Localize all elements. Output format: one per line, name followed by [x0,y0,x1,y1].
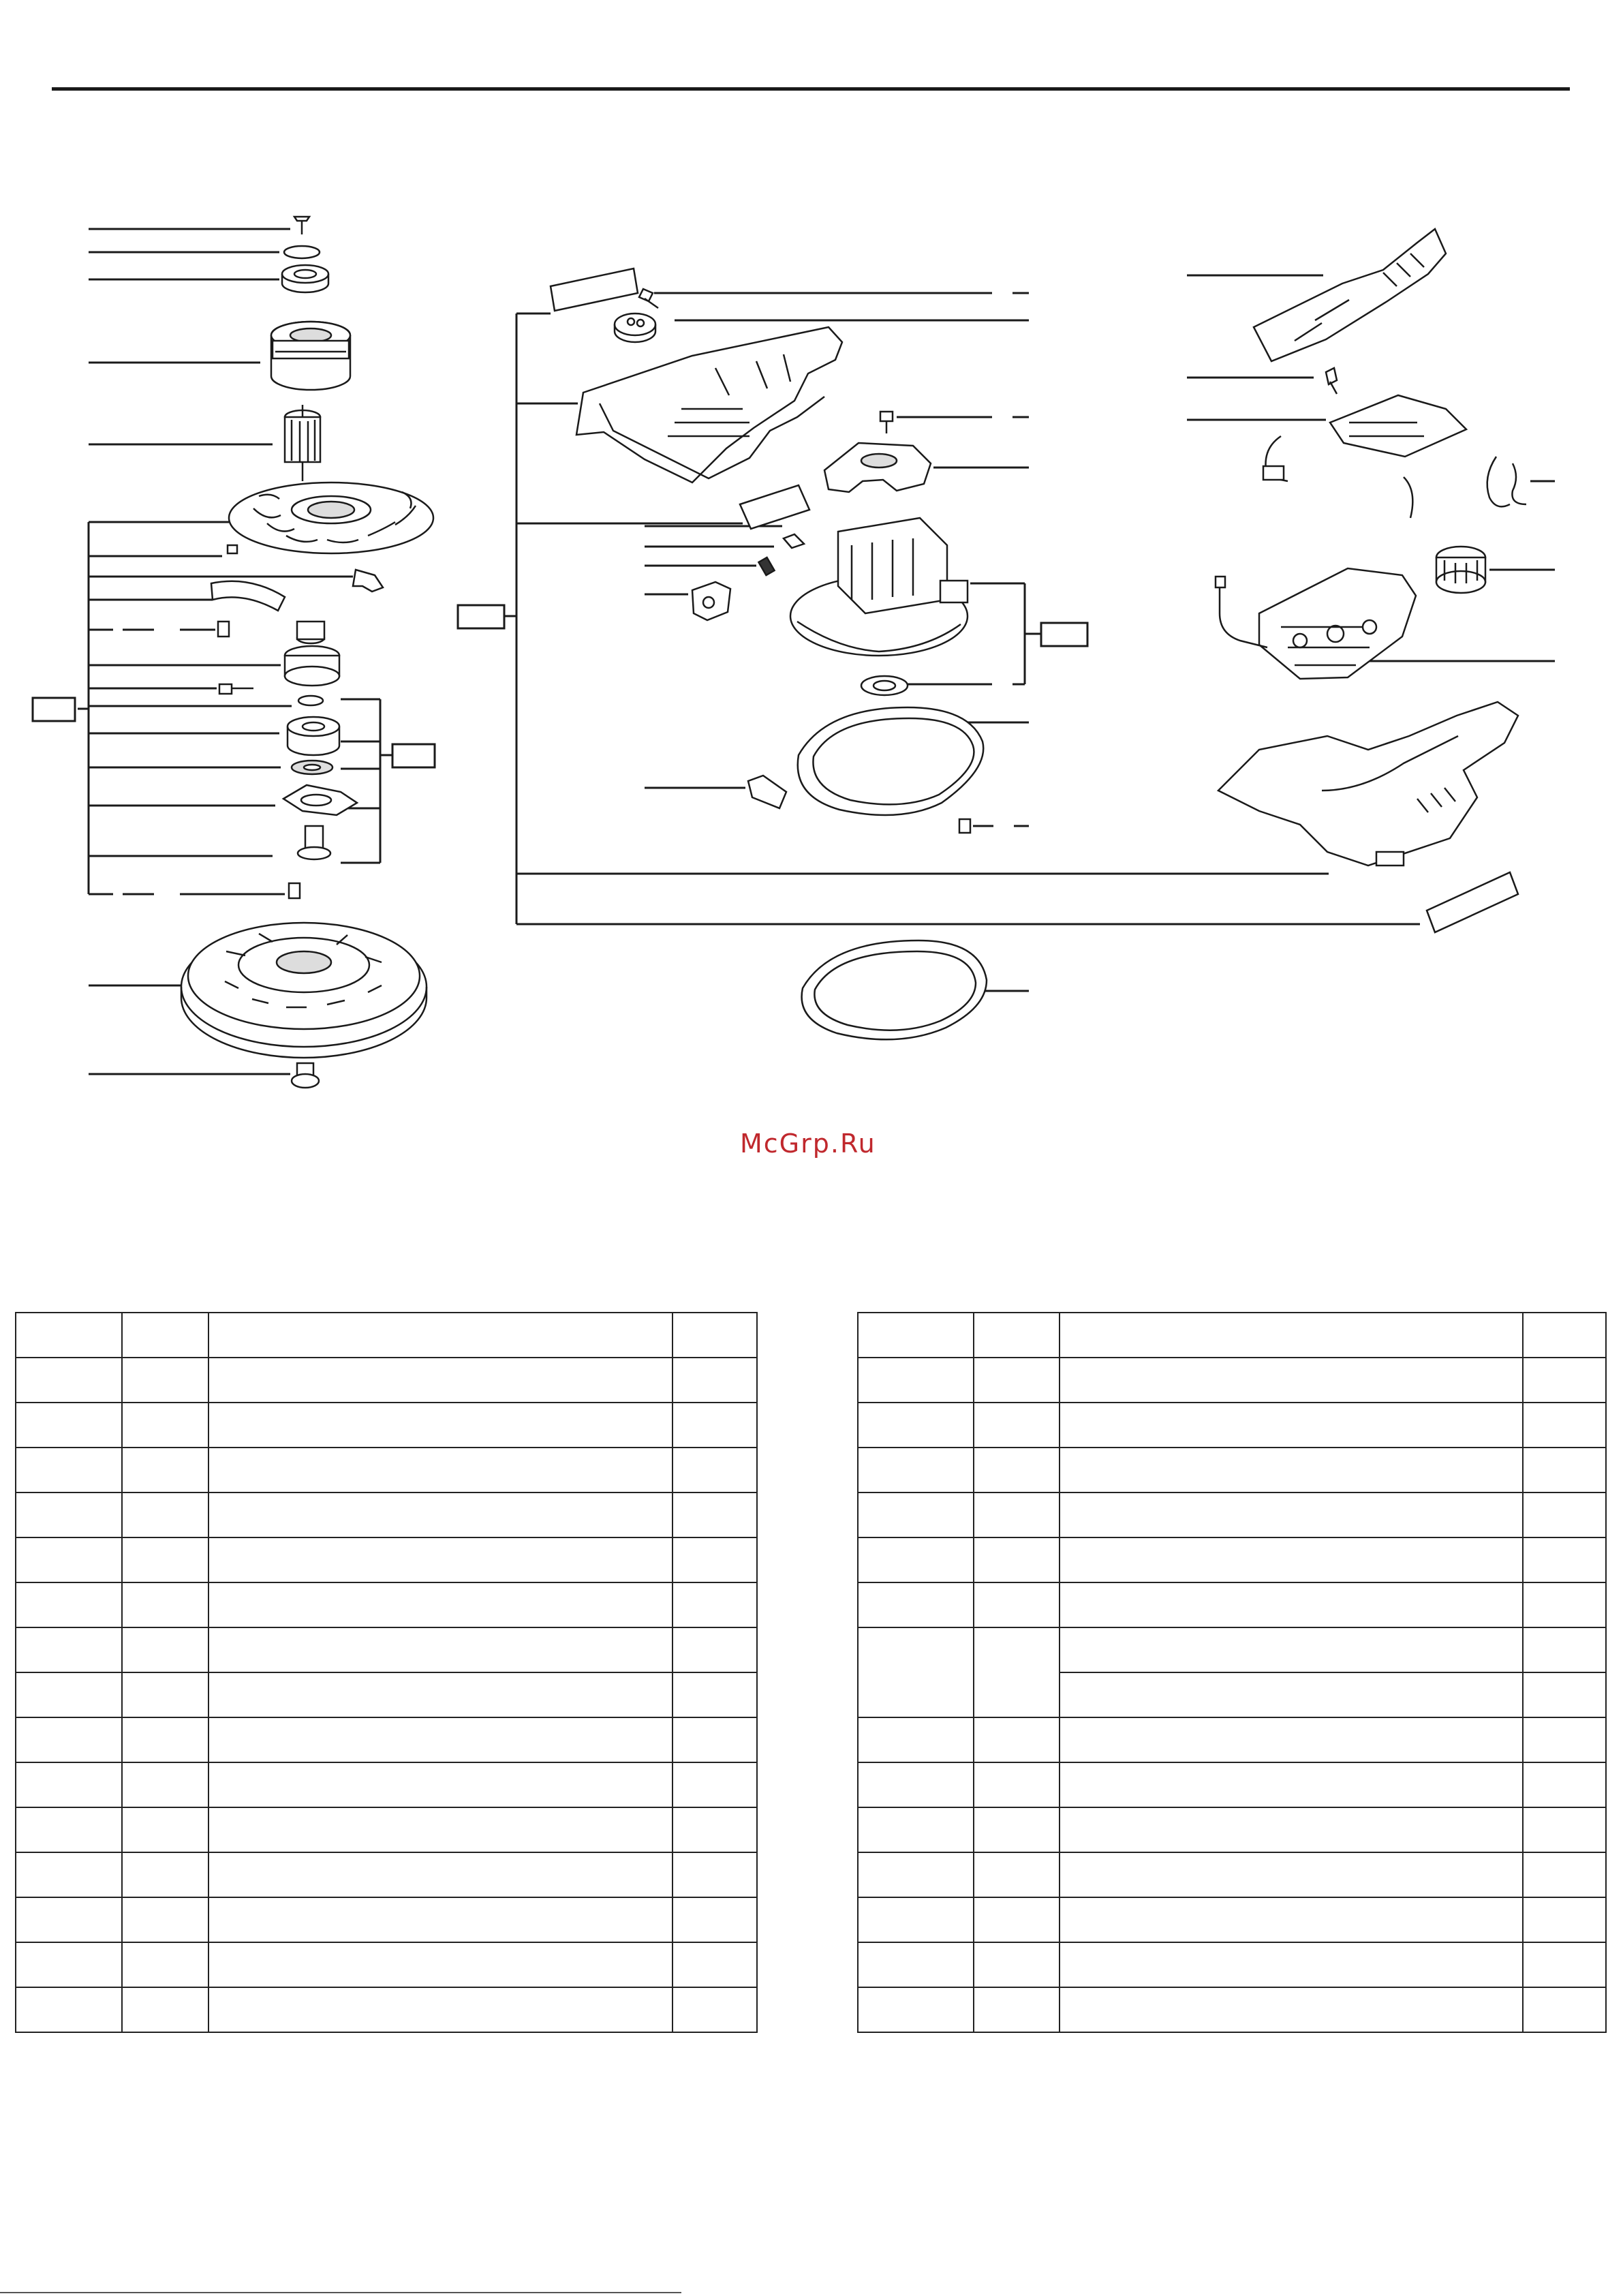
table-row [858,1627,1606,1672]
table-row [16,1313,757,1358]
table-row [16,1762,757,1807]
table-row [858,1717,1606,1762]
table-row [858,1807,1606,1852]
table-row [858,1313,1606,1358]
group-box-middle-sub [1041,623,1087,646]
table-row [858,1897,1606,1942]
table-row [858,1852,1606,1897]
left-parts [181,217,433,1088]
table-row [16,1897,757,1942]
table-row [16,1807,757,1852]
table-row [16,1852,757,1897]
group-box-left [33,698,75,721]
table-row [858,1537,1606,1582]
group-box-middle [458,605,504,628]
right-parts [1216,229,1526,932]
table-row [16,1537,757,1582]
table-row [16,1942,757,1987]
bottom-rule [0,2292,681,2293]
watermark: McGrp.Ru [740,1129,876,1159]
table-row [858,1582,1606,1627]
table-row [16,1403,757,1448]
table-row [16,1627,757,1672]
parts-table-left [15,1312,758,2033]
table-row [16,1493,757,1537]
table-row [16,1672,757,1717]
group-box-sub [392,744,435,767]
table-row [858,1942,1606,1987]
table-row [16,1582,757,1627]
table-row [16,1987,757,2032]
table-row [858,1493,1606,1537]
table-row [16,1358,757,1403]
table-row [16,1717,757,1762]
table-row [858,1358,1606,1403]
table-row [858,1762,1606,1807]
table-row [858,1987,1606,2032]
table-row [16,1448,757,1493]
table-row [858,1448,1606,1493]
table-row [858,1403,1606,1448]
parts-table-right [857,1312,1607,2033]
